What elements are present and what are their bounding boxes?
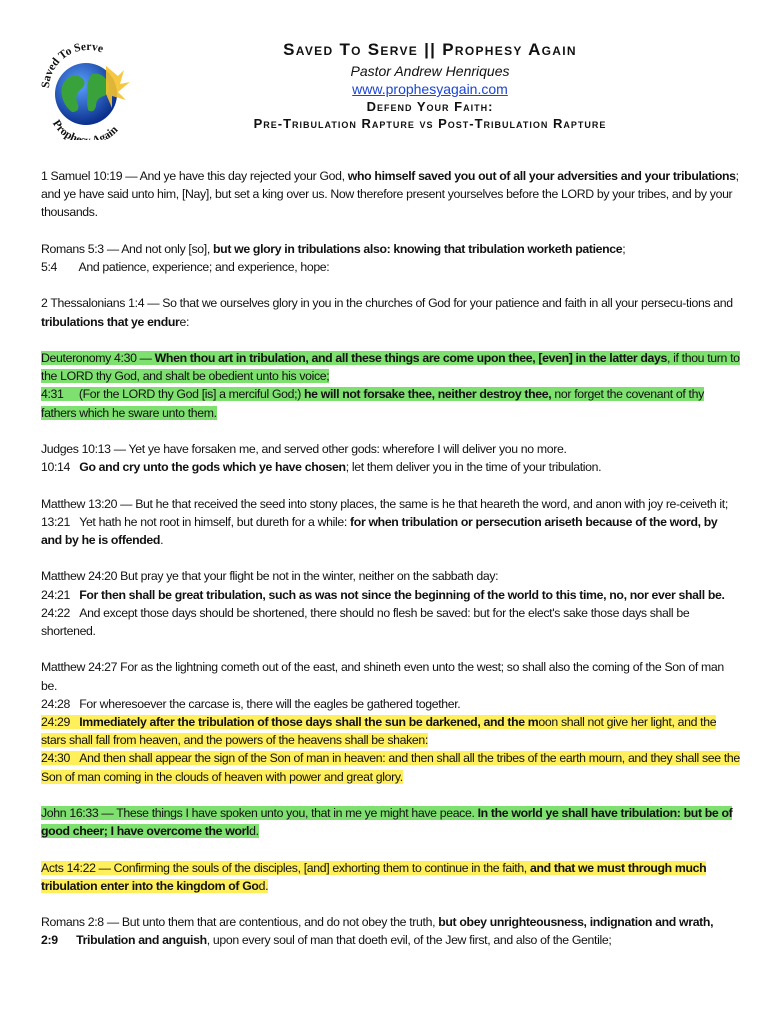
verse-text: nor forget the covenant of thy fathers which he sware unto them. — [41, 387, 704, 420]
verse-text: 1 Samuel 10:19 — And ye have this day rejected your God, — [41, 169, 348, 183]
verse-emphasis: for when tribulation or persecution ariseth because of the word, by and by he is offended — [41, 514, 718, 547]
verse-text: 5:4 And patience, experience; and experience, hope: — [41, 260, 330, 274]
passage-matt24b — [41, 658, 741, 785]
verse-text: 24:29 — [41, 714, 80, 729]
website-link[interactable]: www.prophesyagain.com — [352, 81, 508, 97]
verse-text: John 16:33 — These things I have spoken unto you, that in me ye might have peace. — [41, 805, 478, 820]
verse-text: Matthew 24:27 For as the lightning cometh out of the east, and shineth even unto the west; so shall also the coming of the Son of man be. — [41, 660, 724, 693]
verse-text: e: — [179, 314, 190, 329]
verse-text: Romans 2:8 — But unto them that are contentious, and do not obey the truth, — [41, 915, 439, 930]
verse-text: Judges 10:13 — Yet ye have forsaken me, and served other gods: wherefore I will deliver you no more. — [41, 441, 567, 456]
verse-line — [41, 385, 741, 421]
verse-emphasis: Go and cry unto the gods which ye have chosen — [79, 460, 346, 475]
verse-text: Matthew 24:20 But pray ye that your flight be not in the winter, neither on the sabbath day: — [41, 569, 499, 584]
verse-line — [41, 695, 741, 713]
verse-line — [41, 604, 741, 640]
passage-acts — [41, 859, 741, 895]
page-header — [0, 38, 768, 138]
verse-text: 10:14 — [41, 460, 80, 475]
verse-text: . — [160, 532, 164, 547]
verse-text: d. — [258, 878, 269, 893]
verse-line — [41, 658, 741, 694]
passage-judg — [41, 440, 741, 476]
verse-text: 2 Thessalonians 1:4 — So that we ourselves glory in you in the churches of God for your patience and faith in all your persecu-tions and — [41, 296, 733, 311]
verse-emphasis: but we glory in tribulations also: knowing that tribulation worketh patience — [213, 241, 623, 256]
verse-emphasis: For then shall be great tribulation, such as was not since the beginning of the world to this time, no, nor ever shall be. — [79, 587, 725, 602]
verse-text: d. — [249, 824, 259, 839]
verse-text: , if thou turn to the LORD thy God, and shalt be obedient unto his voice; — [41, 350, 740, 384]
verse-emphasis: When thou art in tribulation, and all these things are come upon thee, [even] in the latter days — [154, 350, 667, 365]
verse-line — [41, 931, 741, 949]
verse-line — [41, 258, 741, 276]
verse-text: ; and ye have said unto him, [Nay], but set a king over us. Now therefore present yourselves before the LORD by your tribes, and by your thousands. — [41, 169, 739, 220]
verse-line — [41, 440, 741, 458]
page-title: Saved To Serve || Prophesy Again — [283, 40, 577, 59]
passage-matt24a — [41, 567, 741, 640]
verse-emphasis: who himself saved you out of all your adversities and your tribulations — [347, 169, 736, 183]
verse-text: 4:31 (For the LORD thy God [is] a merciful God;) — [41, 387, 305, 402]
verse-text: Matthew 13:20 — But he that received the seed into stony places, the same is he that heareth the word, and anon with joy re-ceiveth it; — [41, 496, 728, 511]
verse-text: ; let them deliver you in the time of your tribulation. — [345, 460, 602, 475]
verse-emphasis: Immediately after the tribulation of those days shall the sun be darkened, and the m — [79, 714, 539, 729]
verse-line — [41, 586, 741, 604]
verse-emphasis: 2:9 — [41, 933, 77, 948]
verse-text: oon shall not give her light, and the stars shall fall from heaven, and the powers of the heavens shall be shaken: — [41, 714, 717, 748]
verse-text: Deuteronomy 4:30 — — [41, 350, 155, 365]
verse-text: 24:28 For wheresoever the carcase is, there will the eagles be gathered together. — [41, 696, 461, 711]
verse-line — [41, 713, 741, 749]
verse-line — [41, 913, 741, 931]
passage-rom2 — [41, 913, 741, 949]
verse-line — [41, 349, 741, 385]
verse-line — [41, 859, 741, 895]
verse-text: ; — [622, 241, 626, 256]
passage-john — [41, 804, 741, 840]
verse-line — [41, 513, 741, 549]
title-block — [170, 38, 690, 132]
verse-emphasis: and that we must through much tribulation enter into the kingdom of Go — [41, 860, 707, 893]
verse-emphasis: Tribulation and anguish — [76, 933, 207, 948]
verse-text: Romans 5:3 — And not only [so], — [41, 241, 213, 256]
author-name: Pastor Andrew Henriques — [350, 63, 510, 79]
verse-emphasis: but obey unrighteousness, indignation and wrath, — [438, 915, 714, 930]
logo-top-text: Saved To Serve — [39, 40, 105, 89]
passage-rom5 — [41, 240, 741, 276]
verse-line — [41, 240, 741, 258]
verse-text: 13:21 Yet hath he not root in himself, but dureth for a while: — [41, 514, 351, 529]
verse-text: 24:22 And except those days should be shortened, there should no flesh be saved: but for the elect's sake those days shall be shortened. — [41, 605, 690, 638]
subtitle-topic: Pre-Tribulation Rapture vs Post-Tribulation Rapture — [253, 116, 607, 131]
verse-line — [41, 495, 741, 513]
logo-bottom-text: Prophe gain — [50, 117, 121, 140]
passage-deut — [41, 349, 741, 422]
verse-line — [41, 458, 741, 476]
passage-sam — [41, 167, 741, 222]
verse-emphasis: he will not forsake thee, neither destroy thee, — [304, 387, 552, 402]
verse-line — [41, 294, 741, 330]
verse-text: 24:30 And then shall appear the sign of the Son of man in heaven: and then shall all the tribes of the earth mourn, and they shall see the Son of man coming in the clouds of heaven with power and great glory. — [41, 751, 740, 784]
verse-text: Acts 14:22 — Confirming the souls of the disciples, [and] exhorting them to continue in the faith, — [41, 860, 530, 875]
verse-line — [41, 167, 741, 222]
verse-line — [41, 567, 741, 585]
verse-text: 24:21 — [41, 587, 80, 602]
passage-list — [41, 167, 741, 968]
verse-line — [41, 804, 741, 840]
passage-matt13 — [41, 495, 741, 550]
subtitle-defend: Defend Your Faith: — [366, 99, 494, 114]
verse-emphasis: In the world ye shall have tribulation: but be of good cheer; I have overcome the worl — [41, 805, 733, 839]
verse-text: , upon every soul of man that doeth evil, of the Jew first, and also of the Gentile; — [206, 933, 612, 948]
verse-line — [41, 749, 741, 785]
globe-icon — [36, 40, 140, 140]
verse-emphasis: tribulations that ye endur — [41, 314, 180, 329]
passage-thess — [41, 294, 741, 330]
